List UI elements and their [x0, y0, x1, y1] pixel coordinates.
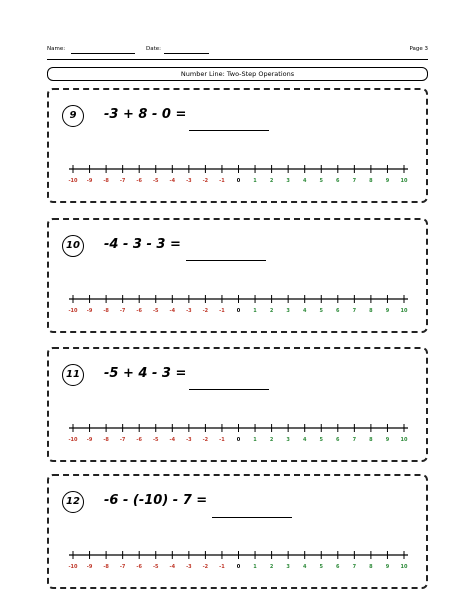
- answer-line[interactable]: [189, 130, 269, 131]
- number-line-label: 10: [400, 564, 408, 570]
- number-line-label: 4: [302, 178, 307, 184]
- problem-panel-9: [47, 88, 428, 203]
- problem-number-badge: 12: [62, 491, 84, 513]
- number-line: [49, 160, 426, 192]
- number-line-label: 1: [253, 178, 257, 184]
- number-line-label: 5: [319, 564, 323, 570]
- number-line-label: 1: [253, 564, 257, 570]
- number-line-label: 5: [319, 308, 323, 314]
- answer-line[interactable]: [212, 517, 292, 518]
- number-line-label: -10: [68, 308, 78, 314]
- problem-number-badge: 11: [62, 364, 84, 386]
- number-line-label: -8: [103, 564, 109, 570]
- number-line-label: -8: [103, 178, 109, 184]
- problem-number-badge: 10: [62, 235, 84, 257]
- problem-panel-12: [47, 474, 428, 589]
- problem-number-badge: 9: [62, 105, 84, 127]
- number-line-label: -6: [136, 308, 142, 314]
- number-line: [49, 546, 426, 578]
- number-line-label: -5: [152, 437, 159, 443]
- number-line-label: -2: [202, 308, 209, 314]
- number-line-label: 10: [400, 308, 408, 314]
- number-line-label: 0: [236, 178, 241, 184]
- number-line-label: 3: [286, 308, 290, 314]
- number-line-label: 4: [302, 564, 307, 570]
- number-line-label: -1: [219, 437, 225, 443]
- number-line-label: 6: [336, 437, 340, 443]
- number-line-label: -5: [152, 564, 159, 570]
- number-line-label: 10: [400, 437, 408, 443]
- number-line-label: 1: [253, 308, 257, 314]
- number-line: [49, 419, 426, 451]
- number-line-label: -8: [103, 437, 109, 443]
- number-line-label: -10: [68, 437, 78, 443]
- number-line-label: -4: [169, 178, 176, 184]
- number-line-label: 5: [319, 437, 323, 443]
- answer-line[interactable]: [189, 389, 269, 390]
- number-line-label: -5: [152, 178, 159, 184]
- number-line-graphic: [49, 290, 426, 322]
- number-line-label: 10: [400, 178, 408, 184]
- problem-expression: -4 - 3 - 3 =: [104, 237, 181, 252]
- number-line-label: 0: [236, 437, 241, 443]
- number-line-label: 4: [302, 308, 307, 314]
- number-line-label: -4: [169, 564, 176, 570]
- worksheet-header: [47, 46, 428, 58]
- number-line-label: 7: [352, 564, 357, 570]
- number-line-label: 0: [236, 564, 241, 570]
- number-line-label: 2: [269, 308, 274, 314]
- number-line-label: -9: [86, 437, 93, 443]
- number-line-label: 7: [352, 308, 357, 314]
- number-line-label: -7: [119, 308, 126, 314]
- number-line-label: 7: [352, 437, 357, 443]
- number-line-label: -3: [186, 564, 192, 570]
- number-line-label: -6: [136, 564, 142, 570]
- number-line-label: -4: [169, 308, 176, 314]
- number-line-graphic: [49, 546, 426, 578]
- number-line-label: -10: [68, 564, 78, 570]
- number-line-label: -9: [86, 308, 93, 314]
- number-line-label: 6: [336, 308, 340, 314]
- number-line-label: -6: [136, 437, 142, 443]
- number-line-label: 8: [369, 308, 373, 314]
- number-line-label: -7: [119, 178, 126, 184]
- number-line-label: 6: [336, 178, 340, 184]
- number-line-label: -3: [186, 437, 192, 443]
- problem-panel-11: [47, 347, 428, 462]
- worksheet-title: Number Line: Two-Step Operations: [47, 67, 428, 81]
- answer-line[interactable]: [186, 260, 266, 261]
- number-line-label: 6: [336, 564, 340, 570]
- number-line-label: 3: [286, 564, 290, 570]
- number-line-label: 9: [385, 308, 390, 314]
- problem-expression: -3 + 8 - 0 =: [104, 107, 187, 122]
- number-line: [49, 290, 426, 322]
- number-line-label: -10: [68, 178, 78, 184]
- number-line-label: 8: [369, 437, 373, 443]
- number-line-label: 4: [302, 437, 307, 443]
- number-line-label: -2: [202, 564, 209, 570]
- number-line-label: 5: [319, 178, 323, 184]
- number-line-graphic: [49, 160, 426, 192]
- name-label: Name:: [47, 46, 66, 52]
- number-line-label: 2: [269, 178, 274, 184]
- number-line-label: 0: [236, 308, 241, 314]
- number-line-label: -2: [202, 437, 209, 443]
- number-line-label: 9: [385, 564, 390, 570]
- number-line-label: -1: [219, 308, 225, 314]
- number-line-graphic: [49, 419, 426, 451]
- date-label: Date:: [146, 46, 161, 52]
- number-line-label: -1: [219, 564, 225, 570]
- number-line-label: -3: [186, 308, 192, 314]
- number-line-label: -2: [202, 178, 209, 184]
- number-line-label: 2: [269, 437, 274, 443]
- number-line-label: -4: [169, 437, 176, 443]
- number-line-label: -9: [86, 178, 93, 184]
- number-line-label: -7: [119, 564, 126, 570]
- number-line-label: -8: [103, 308, 109, 314]
- number-line-label: 1: [253, 437, 257, 443]
- number-line-label: 9: [385, 178, 390, 184]
- name-field-line[interactable]: [71, 53, 135, 54]
- number-line-label: 9: [385, 437, 390, 443]
- number-line-label: -5: [152, 308, 159, 314]
- number-line-label: 7: [352, 178, 357, 184]
- number-line-label: 3: [286, 178, 290, 184]
- number-line-label: 8: [369, 178, 373, 184]
- number-line-label: 8: [369, 564, 373, 570]
- number-line-label: -9: [86, 564, 93, 570]
- number-line-label: -7: [119, 437, 126, 443]
- number-line-label: 3: [286, 437, 290, 443]
- page-number: Page 3: [409, 46, 428, 52]
- problem-expression: -5 + 4 - 3 =: [104, 366, 187, 381]
- header-divider: [47, 59, 428, 60]
- number-line-label: -3: [186, 178, 192, 184]
- number-line-label: -6: [136, 178, 142, 184]
- number-line-label: -1: [219, 178, 225, 184]
- problem-panel-10: [47, 218, 428, 333]
- problem-expression: -6 - (-10) - 7 =: [104, 493, 208, 508]
- date-field-line[interactable]: [164, 53, 209, 54]
- number-line-label: 2: [269, 564, 274, 570]
